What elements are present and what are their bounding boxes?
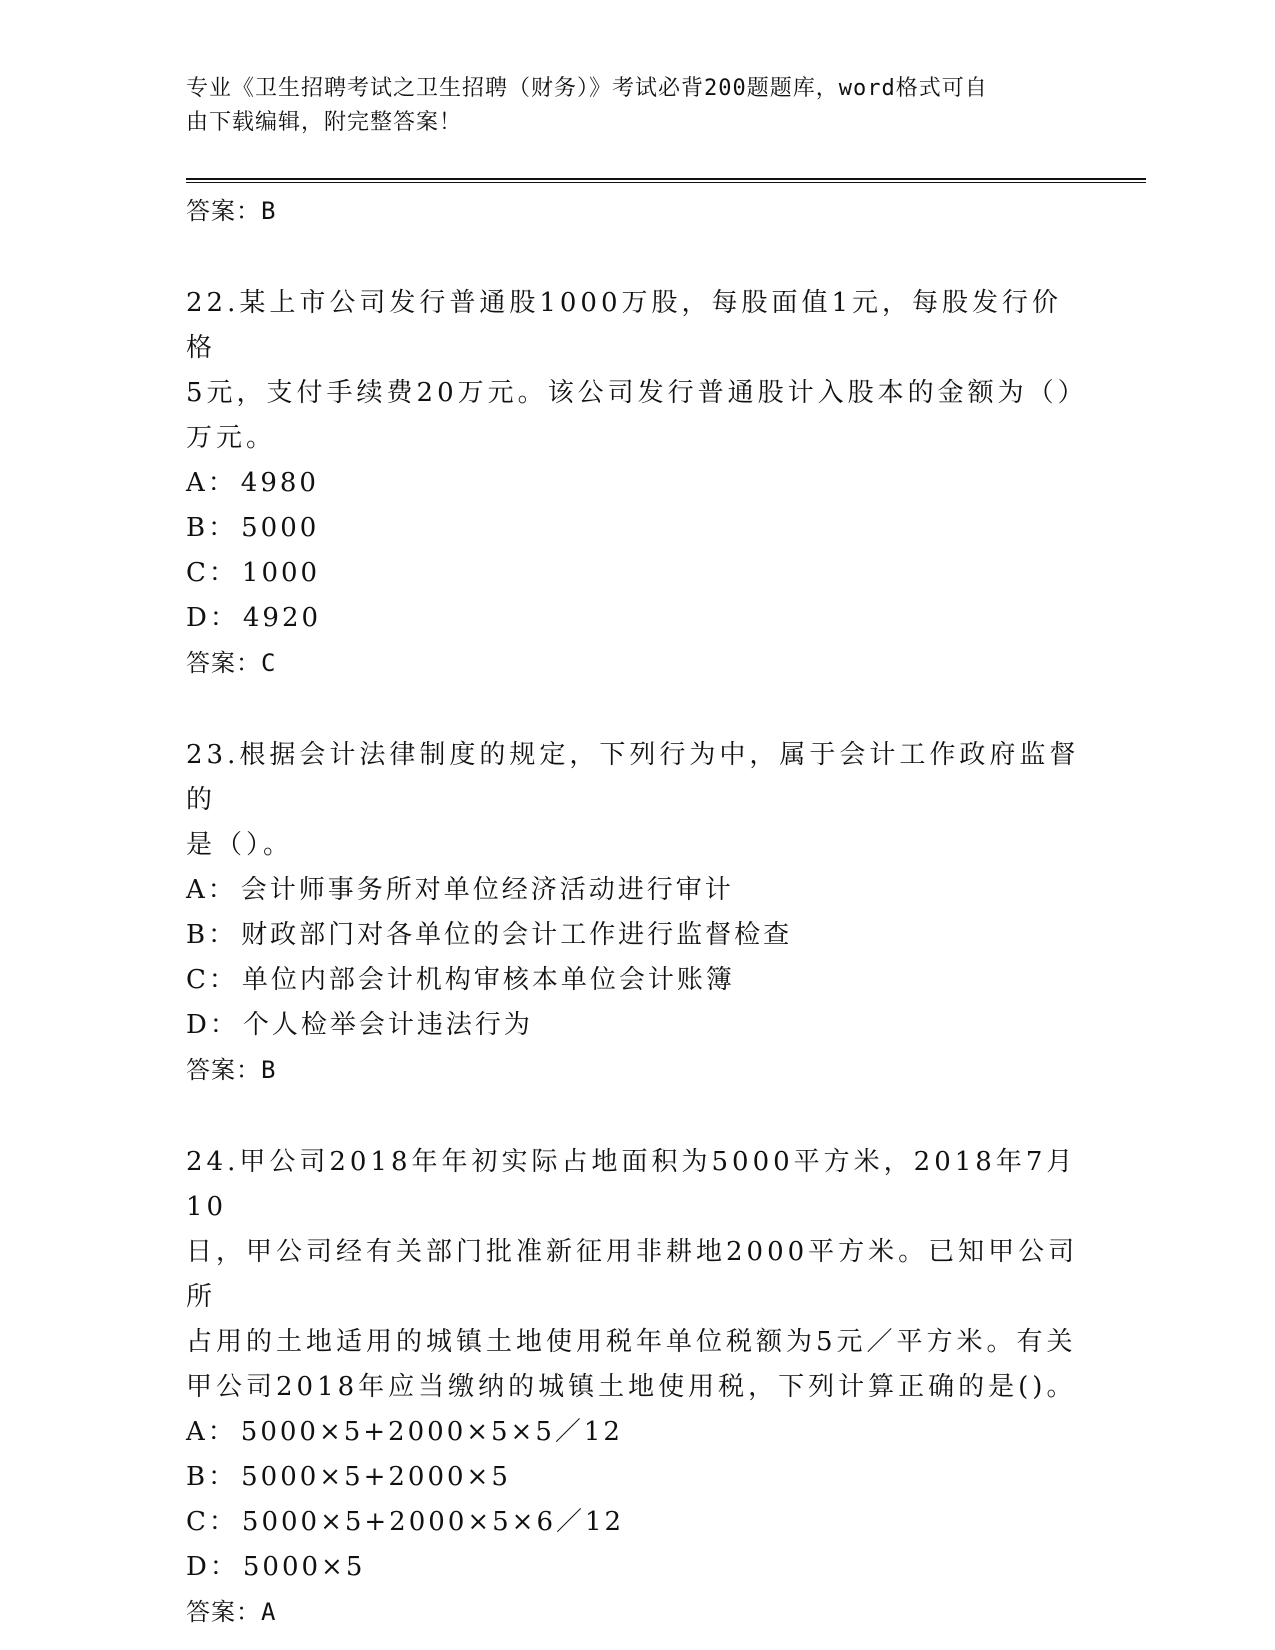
question-23	[186, 733, 1086, 1093]
option-text: 5000×5+2000×5	[241, 1462, 511, 1492]
option-text: 个人检举会计违法行为	[242, 1010, 533, 1040]
previous-answer: 答案：B	[186, 197, 277, 225]
spacer	[186, 234, 1086, 281]
option-label: C：	[186, 965, 238, 995]
option-b	[186, 1455, 1086, 1500]
option-text: 4980	[240, 468, 319, 498]
option-text: 5000×5+2000×5×5／12	[240, 1417, 623, 1447]
option-c	[186, 1500, 1086, 1545]
question-stem	[186, 1140, 1086, 1410]
option-b	[186, 506, 1086, 551]
question-stem-line: 22.某上市公司发行普通股1000万股，每股面值1元，每股发行价格	[186, 288, 1063, 363]
option-text: 财政部门对各单位的会计工作进行监督检查	[241, 920, 793, 950]
option-label: A：	[186, 875, 237, 905]
question-stem-line: 日，甲公司经有关部门批准新征用非耕地2000平方米。已知甲公司所	[186, 1237, 1079, 1312]
question-stem-line: 占用的土地适用的城镇土地使用税年单位税额为5元／平方米。有关	[186, 1327, 1077, 1357]
option-d	[186, 1003, 1086, 1048]
question-stem-line: 5元，支付手续费20万元。该公司发行普通股计入股本的金额为（）	[186, 378, 1088, 408]
option-b	[186, 913, 1086, 958]
option-text: 单位内部会计机构审核本单位会计账簿	[241, 965, 735, 995]
option-text: 会计师事务所对单位经济活动进行审计	[240, 875, 734, 905]
header-divider-thin	[186, 182, 1146, 183]
header-divider-thick	[186, 178, 1146, 180]
answer: 答案：B	[186, 1056, 277, 1084]
question-stem-line: 24.甲公司2018年年初实际占地面积为5000平方米，2018年7月10	[186, 1147, 1077, 1222]
spacer	[186, 1093, 1086, 1140]
option-a	[186, 1410, 1086, 1455]
option-label: D：	[186, 603, 239, 633]
header-line-2: 由下载编辑，附完整答案！	[186, 110, 463, 135]
option-label: B：	[186, 513, 238, 543]
header-line-1: 专业《卫生招聘考试之卫生招聘（财务）》考试必背200题题库，word格式可自	[186, 76, 988, 101]
option-c	[186, 958, 1086, 1003]
option-d	[186, 1545, 1086, 1590]
option-label: C：	[186, 558, 238, 588]
document-header	[186, 72, 1066, 140]
question-22	[186, 281, 1086, 686]
question-stem	[186, 733, 1086, 868]
option-c	[186, 551, 1086, 596]
option-label: B：	[186, 1462, 238, 1492]
option-text: 4920	[242, 603, 322, 633]
question-stem-line: 是（）。	[186, 830, 294, 860]
question-stem-line: 23.根据会计法律制度的规定，下列行为中，属于会计工作政府监督的	[186, 740, 1080, 815]
question-stem-line: 甲公司2018年应当缴纳的城镇土地使用税，下列计算正确的是()。	[186, 1372, 1077, 1402]
option-label: B：	[186, 920, 238, 950]
option-text: 5000×5+2000×5×6／12	[241, 1507, 625, 1537]
question-24	[186, 1140, 1086, 1635]
answer: 答案：A	[186, 1598, 277, 1626]
option-a	[186, 868, 1086, 913]
question-stem-line: 万元。	[186, 423, 277, 453]
option-label: D：	[186, 1010, 239, 1040]
option-text: 5000	[241, 513, 320, 543]
question-stem	[186, 281, 1086, 461]
question-list	[186, 189, 1086, 1635]
option-text: 5000×5	[242, 1552, 366, 1582]
option-label: D：	[186, 1552, 239, 1582]
option-label: A：	[186, 468, 237, 498]
option-text: 1000	[241, 558, 321, 588]
spacer	[186, 686, 1086, 733]
option-a	[186, 461, 1086, 506]
option-label: C：	[186, 1507, 238, 1537]
option-d	[186, 596, 1086, 641]
answer: 答案：C	[186, 649, 277, 677]
option-label: A：	[186, 1417, 237, 1447]
